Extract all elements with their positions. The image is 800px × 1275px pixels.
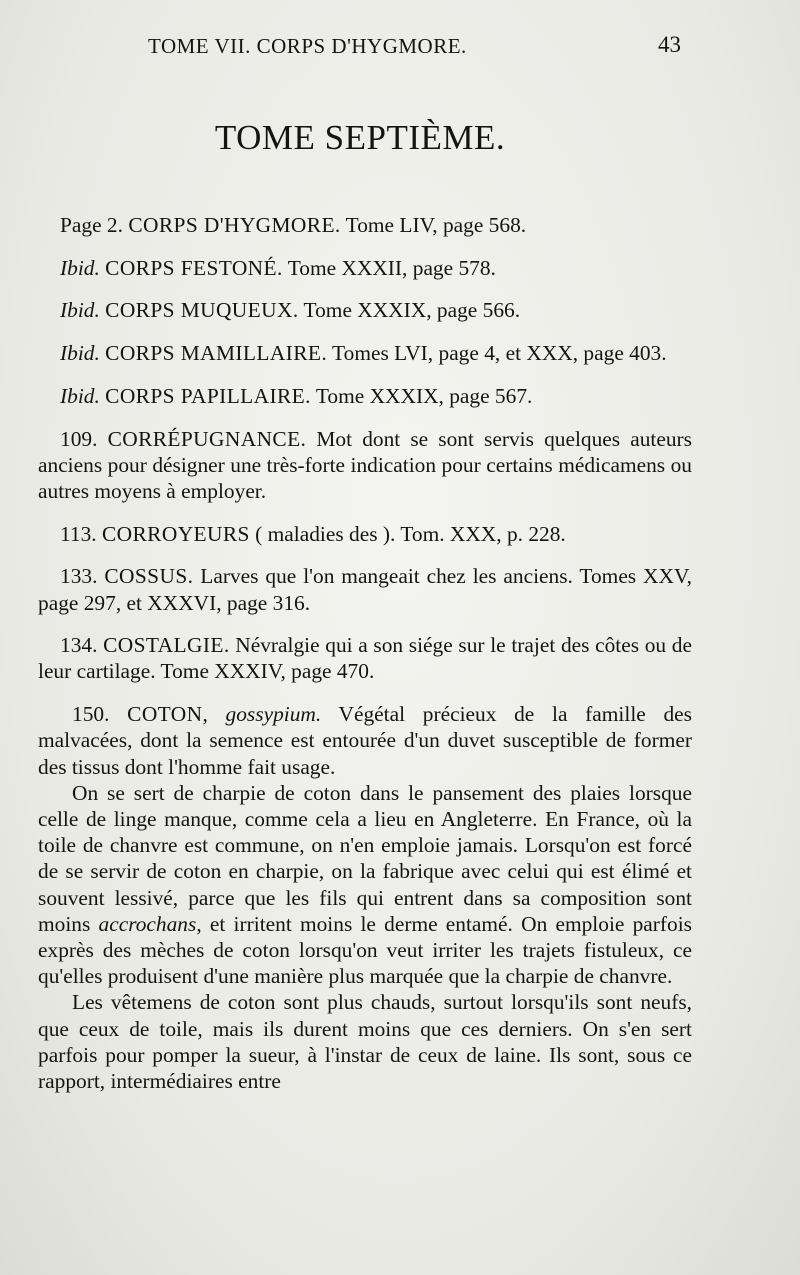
entry-number: Ibid. [60, 255, 100, 280]
paragraph-text: Les vêtemens de coton sont plus chauds, surtout lorsqu'ils sont neufs, que ceux de toile, mais ils durent moins que ces derniers. On s'en sert parfois pour pomper la sueur, à l'instar de ceux de laine. Ils sont, sous ce rapport, intermédiaires entre [38, 990, 692, 1093]
entry-cossus [38, 563, 692, 615]
running-head-title: TOME VII. CORPS D'HYGMORE. [148, 34, 467, 58]
entry-headword: COSTALGIE. [103, 633, 230, 658]
entry-number: 113. [60, 521, 97, 546]
page-number: 43 [658, 32, 681, 57]
entry-number: Page 2. [60, 213, 123, 237]
running-head [0, 30, 800, 64]
entry-headword: CORPS PAPILLAIRE. [105, 383, 311, 408]
entry-text: Tome LIV, page 568. [340, 213, 527, 237]
entry-number: 109. [60, 426, 98, 451]
entry-corps-dhygmore [38, 212, 692, 238]
entry-text: Mot dont se sont servis quelques auteurs anciens pour désigner une très-forte indication pour certains médicamens ou autres moyens à employer. [38, 426, 692, 503]
entry-number: 133. [60, 564, 98, 589]
entry-corps-muqueux [38, 297, 692, 323]
paragraph-text: On se sert de charpie de coton dans le pansement des plaies lorsque celle de linge manque, comme cela a lieu en Angleterre. En France, où la toile de chanvre est commune, on n'en emploie jamais. Lorsqu'on est forcé de se servir de coton en charpie, on la fabrique avec celui qui est élimé et souvent lessivé, parce que les fils qui entrent dans sa composition sont moins [38, 780, 692, 936]
entry-corps-mamillaire [38, 340, 692, 366]
entry-text: ( maladies des ). Tom. XXX, p. 228. [249, 521, 566, 546]
entry-number: Ibid. [60, 383, 100, 408]
entry-correpugnance [38, 426, 692, 505]
coton-paragraph-vetemens [38, 989, 692, 1094]
section-title: TOME SEPTIÈME. [214, 118, 506, 157]
entry-headword: CORROYEURS [102, 521, 250, 546]
entry-corps-papillaire [38, 383, 692, 409]
entry-text: Larves que l'on mangeait chez les anciens. Tomes XXV, page 297, et XXXVI, page 316. [38, 564, 692, 615]
italic-term: accrochans [98, 911, 197, 936]
entry-number: 150. [72, 702, 110, 727]
entry-text: Tome XXXIX, page 567. [310, 383, 533, 408]
entry-costalgie [38, 632, 692, 684]
entry-text: Tomes LVI, page 4, et XXX, page 403. [327, 341, 667, 366]
entry-headword: CORPS D'HYGMORE. [128, 213, 341, 237]
entry-headword: CORPS MUQUEUX. [105, 298, 299, 323]
latin-name: gossypium. [225, 702, 322, 727]
entry-headword: COTON [127, 702, 203, 727]
entry-number: 134. [60, 633, 98, 658]
body-text [38, 212, 692, 1094]
entry-headword: CORRÉPUGNANCE. [107, 426, 307, 451]
entry-text: Névralgie qui a son siége sur le trajet des côtes ou de leur cartilage. Tome XXXIV, page 470. [38, 633, 692, 684]
entry-number: Ibid. [60, 298, 100, 323]
entry-separator: , [202, 702, 226, 727]
entry-text: Tome XXXII, page 578. [282, 255, 496, 280]
entry-text: Tome XXXIX, page 566. [298, 298, 521, 323]
entry-headword: CORPS FESTONÉ. [105, 255, 283, 280]
entry-corps-festone [38, 255, 692, 281]
entry-coton [38, 701, 692, 780]
entry-number: Ibid. [60, 341, 100, 366]
entry-corroyeurs [38, 521, 692, 547]
entry-text: Végétal précieux de la famille des malvacées, dont la semence est entourée d'un duvet susceptible de former des tissus dont l'homme fait usage. [38, 702, 692, 779]
coton-paragraph-charpie [38, 780, 692, 990]
entry-headword: CORPS MAMILLAIRE. [105, 341, 328, 366]
paragraph-text: , et irritent moins le derme entamé. On emploie parfois exprès des mèches de coton lorsqu'on veut irriter les trajets fistuleux, ce qu'elles produisent d'une manière plus marquée que la charpie de chanvre. [38, 911, 692, 989]
entry-headword: COSSUS. [104, 564, 194, 589]
